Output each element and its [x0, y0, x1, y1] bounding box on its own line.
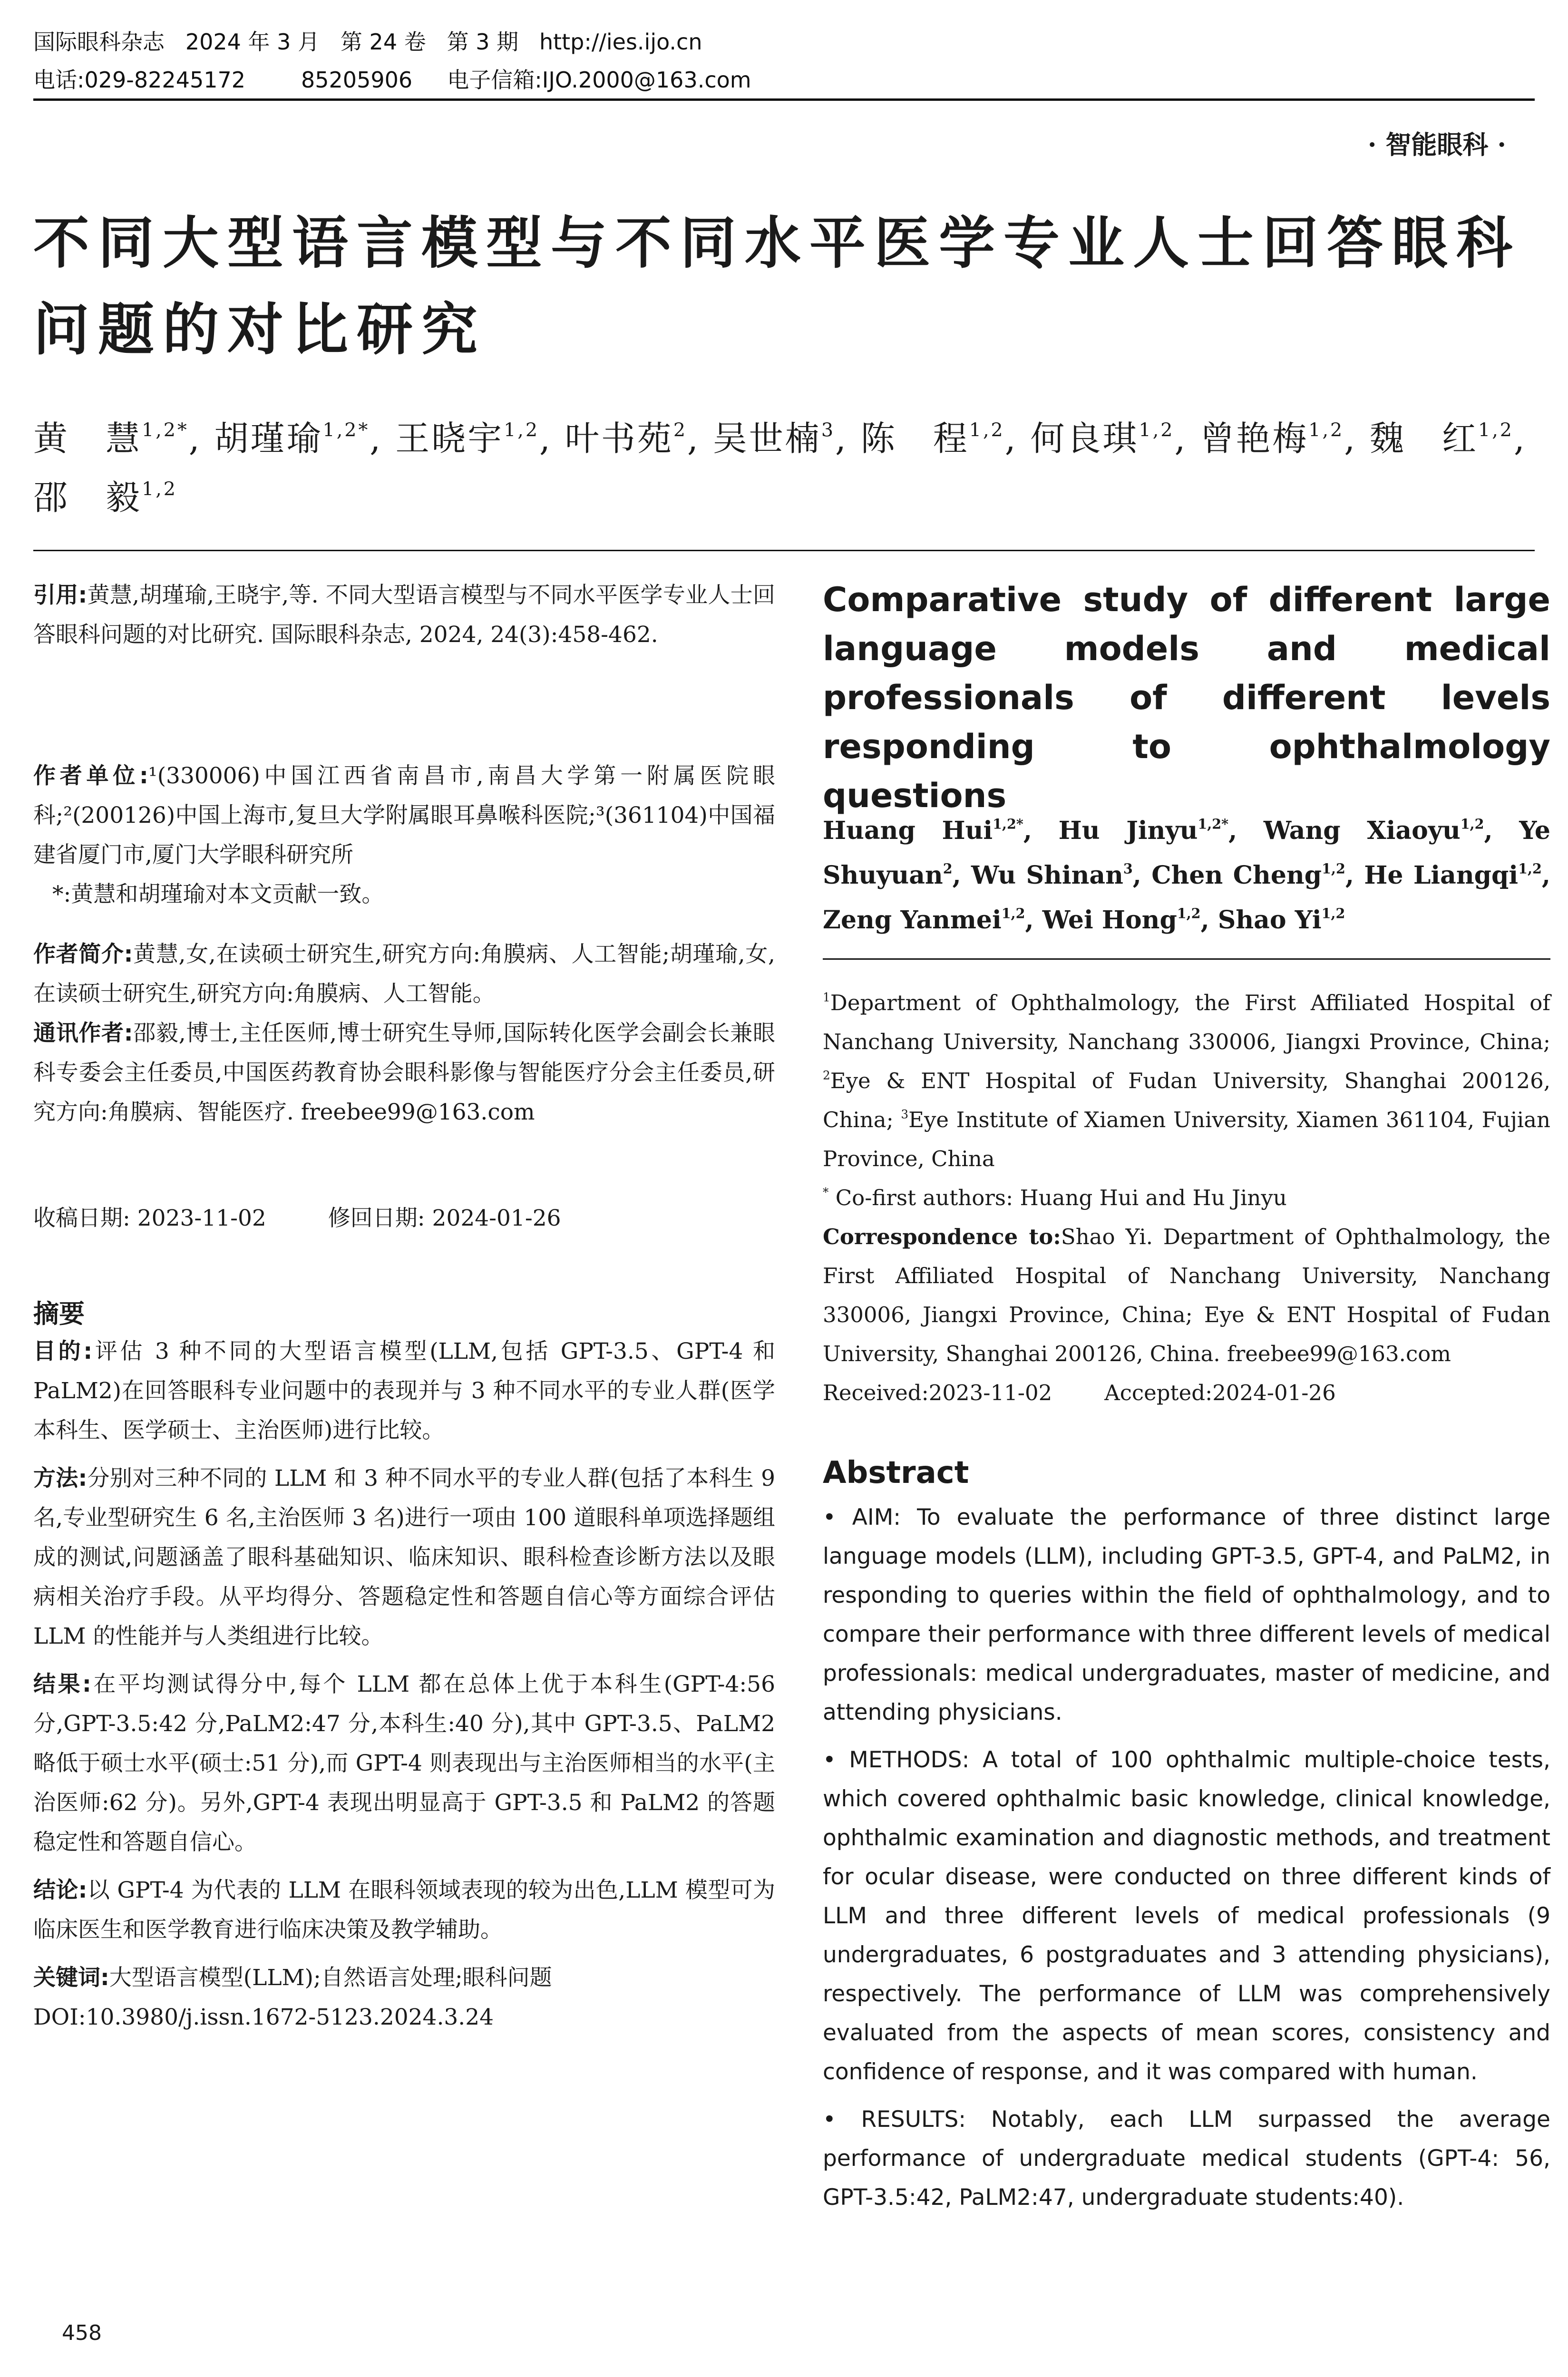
correspondence-text-en: Shao Yi. Department of Ophthalmology, the First Affiliated Hospital of Nanchang University, Nanchang 330006, Jiangxi Province, China; Eye & ENT Hospital of Fudan University, Shanghai 200126, China. freebee99@163.com [823, 1224, 1550, 1366]
bullet-icon: • [823, 2106, 861, 2133]
author-name: Ye Shuyuan [823, 816, 1550, 890]
affiliation-superscript: 1,2 [142, 478, 177, 500]
author-name: Zeng Yanmei [823, 906, 1002, 935]
objective-label: 目的: [33, 1338, 93, 1364]
methods-label-cn: 方法: [33, 1465, 88, 1491]
affiliation-superscript: 1,2* [993, 816, 1023, 832]
affiliation-superscript: 1,2 [1001, 905, 1025, 922]
received-date-en: Received:2023-11-02 [823, 1380, 1052, 1405]
aim-text: To evaluate the performance of three distinct large language models (LLM), including GPT-3.5, GPT-4, and PaLM2, in responding to queries within the field of ophthalmology, and to compare their performance with three different levels of medical professionals: medical undergraduates, master of medicine, and attending physicians. [823, 1504, 1550, 1725]
aff2-marker: 2 [823, 1068, 830, 1082]
author-name: 陈 程 [860, 419, 969, 458]
english-author-rule [823, 958, 1550, 960]
results-label-en: RESULTS: [861, 2106, 966, 2133]
aff1-text: Department of Ophthalmology, the First Affiliated Hospital of Nanchang University, Nanchang 330006, Jiangxi Province, China; [823, 990, 1550, 1054]
affiliation-superscript: 1,2* [322, 419, 370, 441]
affiliation-superscript: 1,2 [1322, 860, 1345, 877]
affiliation-superscript: 1,2 [969, 419, 1005, 441]
correspondence-text-cn: 邵毅,博士,主任医师,博士研究生导师,国际转化医学会副会长兼眼科专委会主任委员,中国医药教育协会眼科影像与智能医疗分会主任委员,研究方向:角膜病、智能医疗. freebee99@163.com [33, 1020, 775, 1125]
correspondence-label-cn: 通讯作者: [33, 1020, 133, 1046]
author-name: 王晓宇 [395, 419, 504, 458]
author-intro-label: 作者简介: [33, 941, 133, 967]
cofirst-note: *:黄慧和胡瑾瑜对本文贡献一致。 [52, 881, 384, 907]
accepted-date-en: Accepted:2024-01-26 [1104, 1380, 1336, 1405]
author-list-en: Huang Hui$^{1,2*}$, Hu Jinyu$^{1,2*}$, Wang Xiaoyu$^{1,2}$, Ye Shuyuan$^2$, Wu Shinan$^3$, Chen Cheng$^{1,2}$, He Liangqi$^{1,2}$, Zeng Yanmei$^{1,2}$, Wei Hong$^{1,2}$, Shao Yi$^{1,2}$ [823, 816, 1550, 935]
author-name: Huang Hui [823, 816, 993, 845]
author-name: 黄 慧 [33, 419, 142, 458]
aff1-marker: 1 [823, 990, 830, 1004]
affiliation-block-cn [33, 756, 775, 914]
affiliation-superscript: 1,2 [1478, 419, 1514, 441]
citation-block [33, 575, 775, 654]
affiliation-superscript: 1,2 [1321, 905, 1345, 922]
author-name: Chen Cheng [1151, 861, 1322, 890]
author-name: 曾艳梅 [1200, 419, 1309, 458]
abstract-en [823, 1498, 1550, 2226]
cofirst-marker: * [823, 1185, 829, 1199]
author-name: 叶书苑 [565, 419, 673, 458]
aff3-text: Eye Institute of Xiamen University, Xiamen 361104, Fujian Province, China [823, 1107, 1550, 1171]
affiliation-superscript: 1,2* [142, 419, 189, 441]
article-title-en: Comparative study of different large language models and medical professionals of different levels responding to ophthalmology questions [823, 580, 1550, 815]
abstract-cn [33, 1332, 775, 2037]
author-name: 魏 红 [1370, 419, 1479, 458]
affiliation-superscript: 3 [821, 419, 835, 441]
affiliation-text: ¹(330006)中国江西省南昌市,南昌大学第一附属医院眼科;²(200126)中国上海市,复旦大学附属眼耳鼻喉科医院;³(361104)中国福建省厦门市,厦门大学眼科研究所 [33, 763, 776, 868]
author-name: Shao Yi [1217, 906, 1322, 935]
affiliation-block-en [823, 984, 1550, 1413]
objective-text: 评估 3 种不同的大型语言模型(LLM,包括 GPT-3.5、GPT-4 和 PaLM2)在回答眼科专业问题中的表现并与 3 种不同水平的专业人群(医学本科生、医学硕士、主治医师)进行比较。 [33, 1338, 776, 1443]
affiliation-superscript: 1,2 [1518, 860, 1542, 877]
affiliation-superscript: 2 [673, 419, 688, 441]
correspondence-label-en: Correspondence to: [823, 1224, 1061, 1249]
conclusion-text: 以 GPT-4 为代表的 LLM 在眼科领域表现的较为出色,LLM 模型可为临床医生和医学教育进行临床决策及教学辅助。 [33, 1877, 776, 1943]
methods-text-cn: 分别对三种不同的 LLM 和 3 种不同水平的专业人群(包括了本科生 9 名,专业型研究生 6 名,主治医师 3 名)进行一项由 100 道眼科单项选择题组成的测试,问题涵盖了眼科基础知识、临床知识、眼科检查诊断方法以及眼病相关治疗手段。从平均得分、答题稳定性和答题自信心等方面综合评估 LLM 的性能并与人类组进行比较。 [33, 1465, 776, 1649]
results-text-en: Notably, each LLM surpassed the average performance of undergraduate medical students (GPT-4: 56, GPT-3.5:42, PaLM2:47, undergraduate students:40). [823, 2106, 1550, 2211]
abstract-heading-en: Abstract [823, 1455, 969, 1490]
citation-text: 黄慧,胡瑾瑜,王晓宇,等. 不同大型语言模型与不同水平医学专业人士回答眼科问题的对比研究. 国际眼科杂志, 2024, 24(3):458-462. [33, 582, 775, 648]
results-label-cn: 结果: [33, 1671, 91, 1697]
author-name: Wei Hong [1042, 906, 1177, 935]
keywords-label: 关键词: [33, 1965, 109, 1991]
methods-label-en: METHODS: [849, 1747, 970, 1773]
author-intro-text: 黄慧,女,在读硕士研究生,研究方向:角膜病、人工智能;胡瑾瑜,女,在读硕士研究生,研究方向:角膜病、人工智能。 [33, 941, 775, 1007]
author-name: 吴世楠 [712, 419, 821, 458]
cofirst-text: Co-first authors: Huang Hui and Hu Jinyu [835, 1185, 1287, 1210]
aim-label: AIM: [852, 1504, 901, 1530]
keywords-text: 大型语言模型(LLM);自然语言处理;眼科问题 [109, 1965, 552, 1991]
page-number: 458 [62, 2321, 102, 2345]
journal-header-line1: 国际眼科杂志 2024 年 3 月 第 24 卷 第 3 期 http://ies.ijo.cn [33, 29, 702, 55]
affiliation-label: 作者单位: [33, 763, 148, 789]
author-name: Wang Xiaoyu [1263, 816, 1461, 845]
doi[interactable]: DOI:10.3980/j.issn.1672-5123.2024.3.24 [33, 2004, 494, 2030]
affiliation-superscript: 2 [943, 860, 953, 877]
article-title-cn: 不同大型语言模型与不同水平医学专业人士回答眼科问题的对比研究 [33, 210, 1521, 362]
results-text-cn: 在平均测试得分中,每个 LLM 都在总体上优于本科生(GPT-4:56 分,GPT-3.5:42 分,PaLM2:47 分,本科生:40 分),其中 GPT-3.5、PaLM2 略低于硕士水平(硕士:51 分),而 GPT-4 则表现出与主治医师相当的水平(主治医师:62 分)。另外,GPT-4 表现出明显高于 GPT-3.5 和 PaLM2 的答题稳定性和答题自信心。 [33, 1671, 775, 1855]
bullet-icon: • [823, 1504, 852, 1530]
conclusion-label: 结论: [33, 1877, 88, 1903]
author-name: Wu Shinan [971, 861, 1123, 890]
title-rule [33, 550, 1535, 551]
author-info-block [33, 935, 775, 1132]
affiliation-superscript: 3 [1123, 860, 1133, 877]
dates-cn [33, 1198, 775, 1238]
revised-date-cn: 修回日期: 2024-01-26 [328, 1205, 561, 1231]
author-name: Hu Jinyu [1058, 816, 1198, 845]
affiliation-superscript: 1,2 [1177, 905, 1201, 922]
affiliation-superscript: 1,2* [1198, 816, 1229, 832]
header-rule [33, 98, 1535, 101]
author-name: 胡瑾瑜 [214, 419, 323, 458]
affiliation-superscript: 1,2 [504, 419, 540, 441]
section-label: · 智能眼科 · [1367, 129, 1506, 160]
aff2-text: Eye & ENT Hospital of Fudan University, Shanghai 200126, China; [823, 1068, 1550, 1132]
author-name: 邵 毅 [33, 477, 142, 517]
affiliation-superscript: 1,2 [1460, 816, 1484, 832]
affiliation-superscript: 1,2 [1139, 419, 1175, 441]
affiliation-superscript: 1,2 [1308, 419, 1344, 441]
aff3-marker: 3 [901, 1107, 909, 1121]
bullet-icon: • [823, 1747, 849, 1773]
author-name: 何良琪 [1030, 419, 1139, 458]
journal-header-line2: 电话:029-82245172 85205906 电子信箱:IJO.2000@163.com [33, 67, 751, 93]
methods-text-en: A total of 100 ophthalmic multiple-choice tests, which covered ophthalmic basic knowledge, clinical knowledge, ophthalmic examination and diagnostic methods, and treatment for ocular disease, were conducted on three different kinds of LLM and three different levels of medical professionals (9 undergraduates, 6 postgraduates and 3 attending physicians), respectively. The performance of LLM was comprehensively evaluated from the aspects of mean scores, consistency and confidence of response, and it was compared with human. [823, 1747, 1550, 2085]
citation-label: 引用: [33, 582, 88, 608]
author-name: He Liangqi [1364, 861, 1519, 890]
received-date-cn: 收稿日期: 2023-11-02 [33, 1205, 266, 1231]
author-list-cn: 黄 慧$^{1,2*}$, 胡瑾瑜$^{1,2*}$, 王晓宇$^{1,2}$, 叶书苑$^2$, 吴世楠$^3$, 陈 程$^{1,2}$, 何良琪$^{1,2}$, 曾艳梅$^{1,2}$, 魏 红$^{1,2}$, 邵 毅$^{1,2}$ [33, 419, 1527, 517]
abstract-heading-cn: 摘要 [33, 1299, 85, 1329]
